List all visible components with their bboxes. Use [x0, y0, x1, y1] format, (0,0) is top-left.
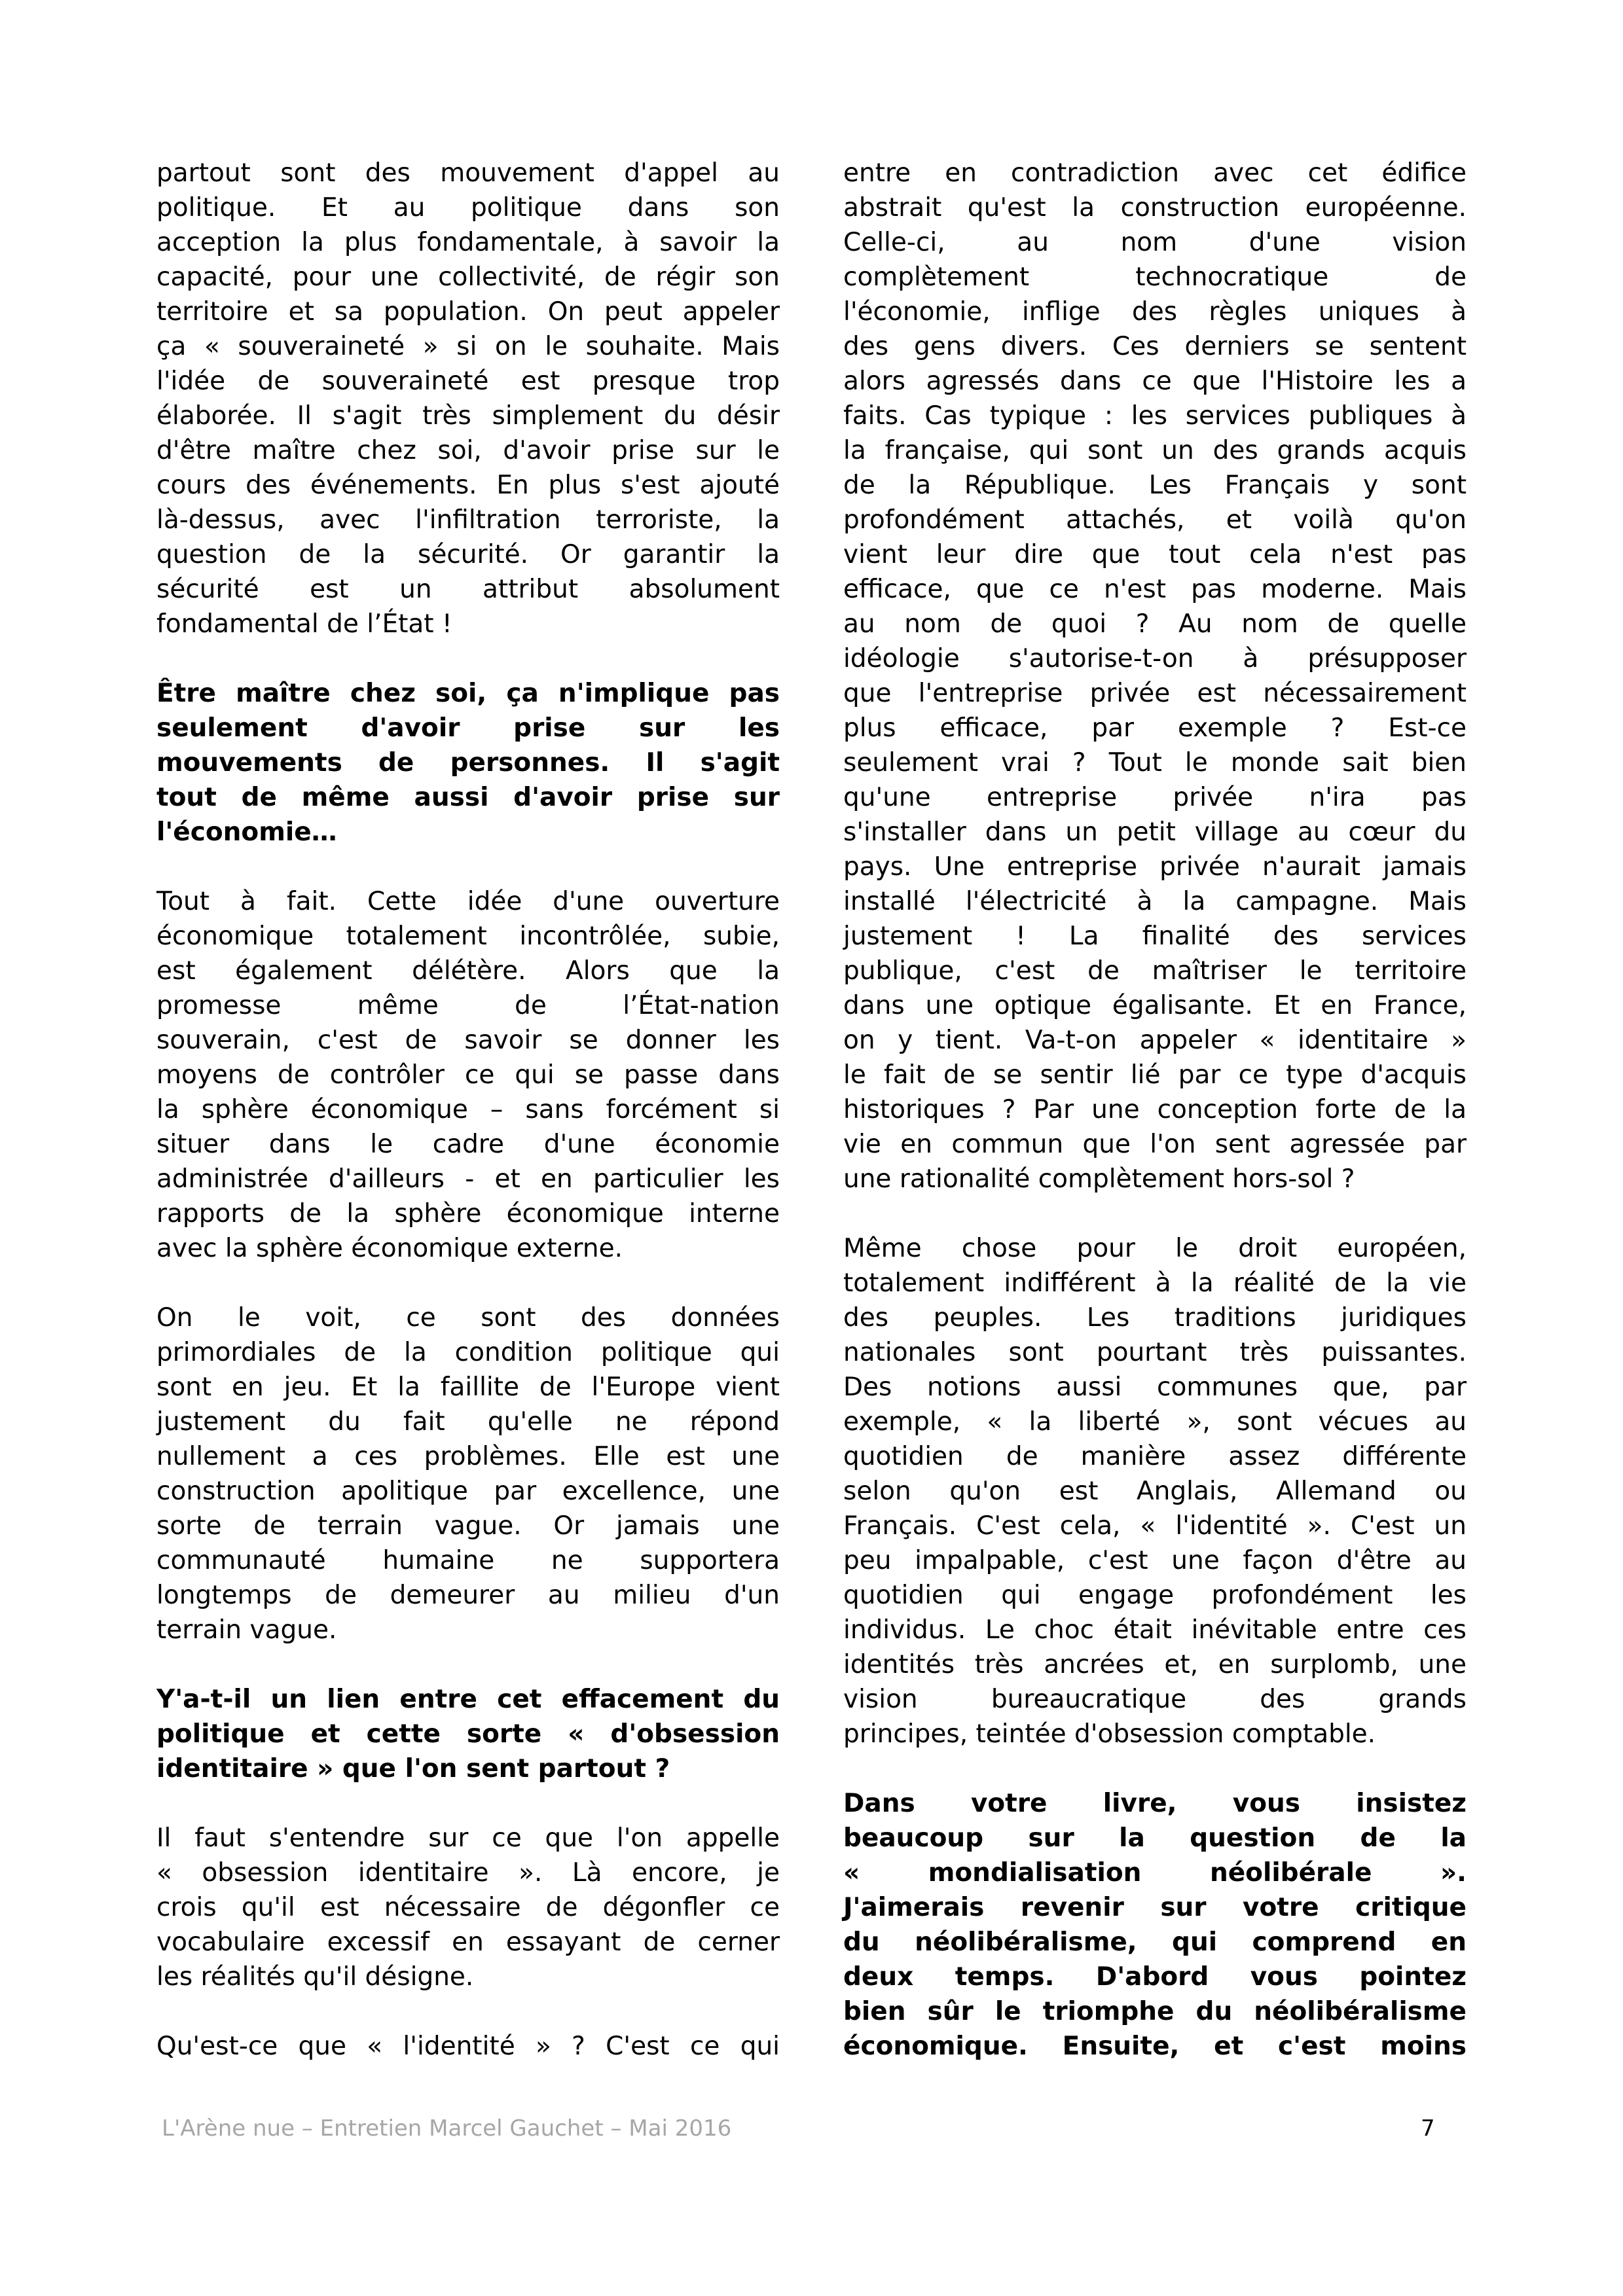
text-line: justement du fait qu'elle ne répond: [156, 1407, 780, 1437]
text-line: communauté humaine ne supportera: [156, 1546, 780, 1575]
text-line: politique et cette sorte « d'obsession: [156, 1719, 780, 1749]
text-line: l'idée de souveraineté est presque trop: [156, 367, 780, 396]
text-line: avec la sphère économique externe.: [156, 1234, 623, 1263]
interview-answer: [843, 156, 1467, 1196]
text-line: Celle-ci, au nom d'une vision: [843, 228, 1467, 257]
interview-question: [156, 1682, 780, 1786]
text-line: publique, c'est de maîtriser le territoire: [843, 956, 1467, 986]
text-line: vient leur dire que tout cela n'est pas: [843, 540, 1467, 569]
text-line: deux temps. D'abord vous pointez: [843, 1962, 1467, 1992]
text-line: justement ! La finalité des services: [843, 922, 1467, 951]
text-line: la française, qui sont un des grands acquis: [843, 436, 1467, 465]
text-line: efficace, que ce n'est pas moderne. Mais: [843, 575, 1467, 604]
text-line: vision bureaucratique des grands: [843, 1685, 1467, 1714]
text-line: Il faut s'entendre sur ce que l'on appelle: [156, 1823, 780, 1853]
interview-answer: [843, 1231, 1467, 1751]
text-line: politique. Et au politique dans son: [156, 193, 780, 223]
text-line: faits. Cas typique : les services publiques à: [843, 401, 1467, 431]
text-line: une rationalité complètement hors-sol ?: [843, 1164, 1355, 1194]
interview-answer: [156, 156, 780, 641]
text-line: dans une optique égalisante. Et en France,: [843, 991, 1467, 1020]
text-line: Tout à fait. Cette idée d'une ouverture: [156, 887, 780, 916]
text-line: longtemps de demeurer au milieu d'un: [156, 1581, 780, 1610]
text-line: individus. Le choc était inévitable entre ces: [843, 1615, 1467, 1645]
text-line: promesse même de l’État-nation: [156, 991, 780, 1020]
text-line: installé l'électricité à la campagne. Mais: [843, 887, 1467, 916]
text-line: seulement d'avoir prise sur les: [156, 713, 780, 743]
text-line: le fait de se sentir lié par ce type d'acquis: [843, 1060, 1467, 1090]
text-line: Des notions aussi communes que, par: [843, 1372, 1467, 1402]
text-line: les réalités qu'il désigne.: [156, 1962, 474, 1992]
text-line: On le voit, ce sont des données: [156, 1303, 780, 1333]
text-line: quotidien de manière assez différente: [843, 1442, 1467, 1471]
text-line: profondément attachés, et voilà qu'on: [843, 505, 1467, 535]
text-line: J'aimerais revenir sur votre critique: [843, 1893, 1467, 1922]
text-line: au nom de quoi ? Au nom de quelle: [843, 609, 1467, 639]
text-line: vocabulaire excessif en essayant de cerner: [156, 1928, 780, 1957]
text-line: identités très ancrées et, en surplomb, une: [843, 1650, 1467, 1679]
text-line: nationales sont pourtant très puissantes.: [843, 1338, 1467, 1367]
text-line: exemple, « la liberté », sont vécues au: [843, 1407, 1467, 1437]
text-line: totalement indifférent à la réalité de la vie: [843, 1268, 1467, 1298]
text-line: plus efficace, par exemple ? Est-ce: [843, 713, 1467, 743]
text-line: sorte de terrain vague. Or jamais une: [156, 1511, 780, 1541]
text-line: Dans votre livre, vous insistez: [843, 1789, 1467, 1818]
text-line: l'économie…: [156, 817, 337, 847]
text-line: vie en commun que l'on sent agressée par: [843, 1130, 1467, 1159]
text-line: identitaire » que l'on sent partout ?: [156, 1754, 670, 1784]
text-line: construction apolitique par excellence, une: [156, 1477, 780, 1506]
interview-answer: [156, 2029, 780, 2064]
footer-running-title: L'Arène nue – Entretien Marcel Gauchet – Mai 2016: [162, 2115, 732, 2142]
text-line: là-dessus, avec l'infiltration terroriste, la: [156, 505, 780, 535]
text-line: économique. Ensuite, et c'est moins: [843, 2032, 1467, 2061]
text-line: nullement a ces problèmes. Elle est une: [156, 1442, 780, 1471]
text-line: question de la sécurité. Or garantir la: [156, 540, 780, 569]
text-line: est également délétère. Alors que la: [156, 956, 780, 986]
interview-answer: [156, 1821, 780, 1994]
text-line: bien sûr le triomphe du néolibéralisme: [843, 1997, 1467, 2026]
text-line: principes, teintée d'obsession comptable.: [843, 1719, 1376, 1749]
text-column-left: [156, 156, 780, 2064]
text-line: sont en jeu. Et la faillite de l'Europe vient: [156, 1372, 780, 1402]
text-line: partout sont des mouvement d'appel au: [156, 158, 780, 188]
text-line: souverain, c'est de savoir se donner les: [156, 1026, 780, 1055]
text-line: Français. C'est cela, « l'identité ». C'est un: [843, 1511, 1467, 1541]
text-line: complètement technocratique de: [843, 262, 1467, 292]
text-line: beaucoup sur la question de la: [843, 1823, 1467, 1853]
text-line: mouvements de personnes. Il s'agit: [156, 748, 780, 778]
text-line: peu impalpable, c'est une façon d'être au: [843, 1546, 1467, 1575]
text-line: seulement vrai ? Tout le monde sait bien: [843, 748, 1467, 778]
text-line: d'être maître chez soi, d'avoir prise sur le: [156, 436, 780, 465]
text-line: s'installer dans un petit village au cœur du: [843, 817, 1467, 847]
text-column-right: [843, 156, 1467, 2064]
text-line: qu'une entreprise privée n'ira pas: [843, 783, 1467, 812]
text-line: historiques ? Par une conception forte de la: [843, 1095, 1467, 1124]
text-line: que l'entreprise privée est nécessairement: [843, 679, 1467, 708]
text-line: crois qu'il est nécessaire de dégonfler ce: [156, 1893, 780, 1922]
text-line: territoire et sa population. On peut appeler: [156, 297, 780, 327]
text-line: ça « souveraineté » si on le souhaite. Mais: [156, 332, 780, 361]
text-line: élaborée. Il s'agit très simplement du désir: [156, 401, 780, 431]
text-line: Y'a-t-il un lien entre cet effacement du: [156, 1685, 780, 1714]
text-line: Être maître chez soi, ça n'implique pas: [156, 679, 780, 708]
interview-question: [156, 676, 780, 850]
text-line: acception la plus fondamentale, à savoir la: [156, 228, 780, 257]
text-line: entre en contradiction avec cet édifice: [843, 158, 1467, 188]
text-line: cours des événements. En plus s'est ajouté: [156, 471, 780, 500]
text-line: quotidien qui engage profondément les: [843, 1581, 1467, 1610]
text-line: situer dans le cadre d'une économie: [156, 1130, 780, 1159]
text-line: tout de même aussi d'avoir prise sur: [156, 783, 780, 812]
text-line: alors agressés dans ce que l'Histoire les a: [843, 367, 1467, 396]
text-line: on y tient. Va-t-on appeler « identitaire »: [843, 1026, 1467, 1055]
text-line: des peuples. Les traditions juridiques: [843, 1303, 1467, 1333]
interview-answer: [156, 884, 780, 1266]
text-line: moyens de contrôler ce qui se passe dans: [156, 1060, 780, 1090]
text-line: capacité, pour une collectivité, de régir son: [156, 262, 780, 292]
page-number: 7: [1421, 2115, 1435, 2142]
text-line: idéologie s'autorise-t-on à présupposer: [843, 644, 1467, 673]
text-line: Qu'est-ce que « l'identité » ? C'est ce qui: [156, 2032, 780, 2061]
text-line: pays. Une entreprise privée n'aurait jamais: [843, 852, 1467, 882]
text-line: terrain vague.: [156, 1615, 337, 1645]
text-line: abstrait qu'est la construction européenne.: [843, 193, 1467, 223]
text-line: fondamental de l’État !: [156, 609, 452, 639]
interview-answer: [156, 1300, 780, 1647]
text-line: du néolibéralisme, qui comprend en: [843, 1928, 1467, 1957]
text-line: des gens divers. Ces derniers se sentent: [843, 332, 1467, 361]
text-line: « mondialisation néolibérale ».: [843, 1858, 1467, 1888]
text-line: l'économie, inflige des règles uniques à: [843, 297, 1467, 327]
interview-question: [843, 1786, 1467, 2064]
text-line: primordiales de la condition politique qui: [156, 1338, 780, 1367]
text-line: de la République. Les Français y sont: [843, 471, 1467, 500]
text-line: sécurité est un attribut absolument: [156, 575, 780, 604]
text-line: administrée d'ailleurs - et en particulier les: [156, 1164, 780, 1194]
text-line: rapports de la sphère économique interne: [156, 1199, 780, 1229]
text-line: « obsession identitaire ». Là encore, je: [156, 1858, 780, 1888]
text-line: selon qu'on est Anglais, Allemand ou: [843, 1477, 1467, 1506]
text-line: Même chose pour le droit européen,: [843, 1234, 1467, 1263]
text-line: économique totalement incontrôlée, subie,: [156, 922, 780, 951]
text-line: la sphère économique – sans forcément si: [156, 1095, 780, 1124]
